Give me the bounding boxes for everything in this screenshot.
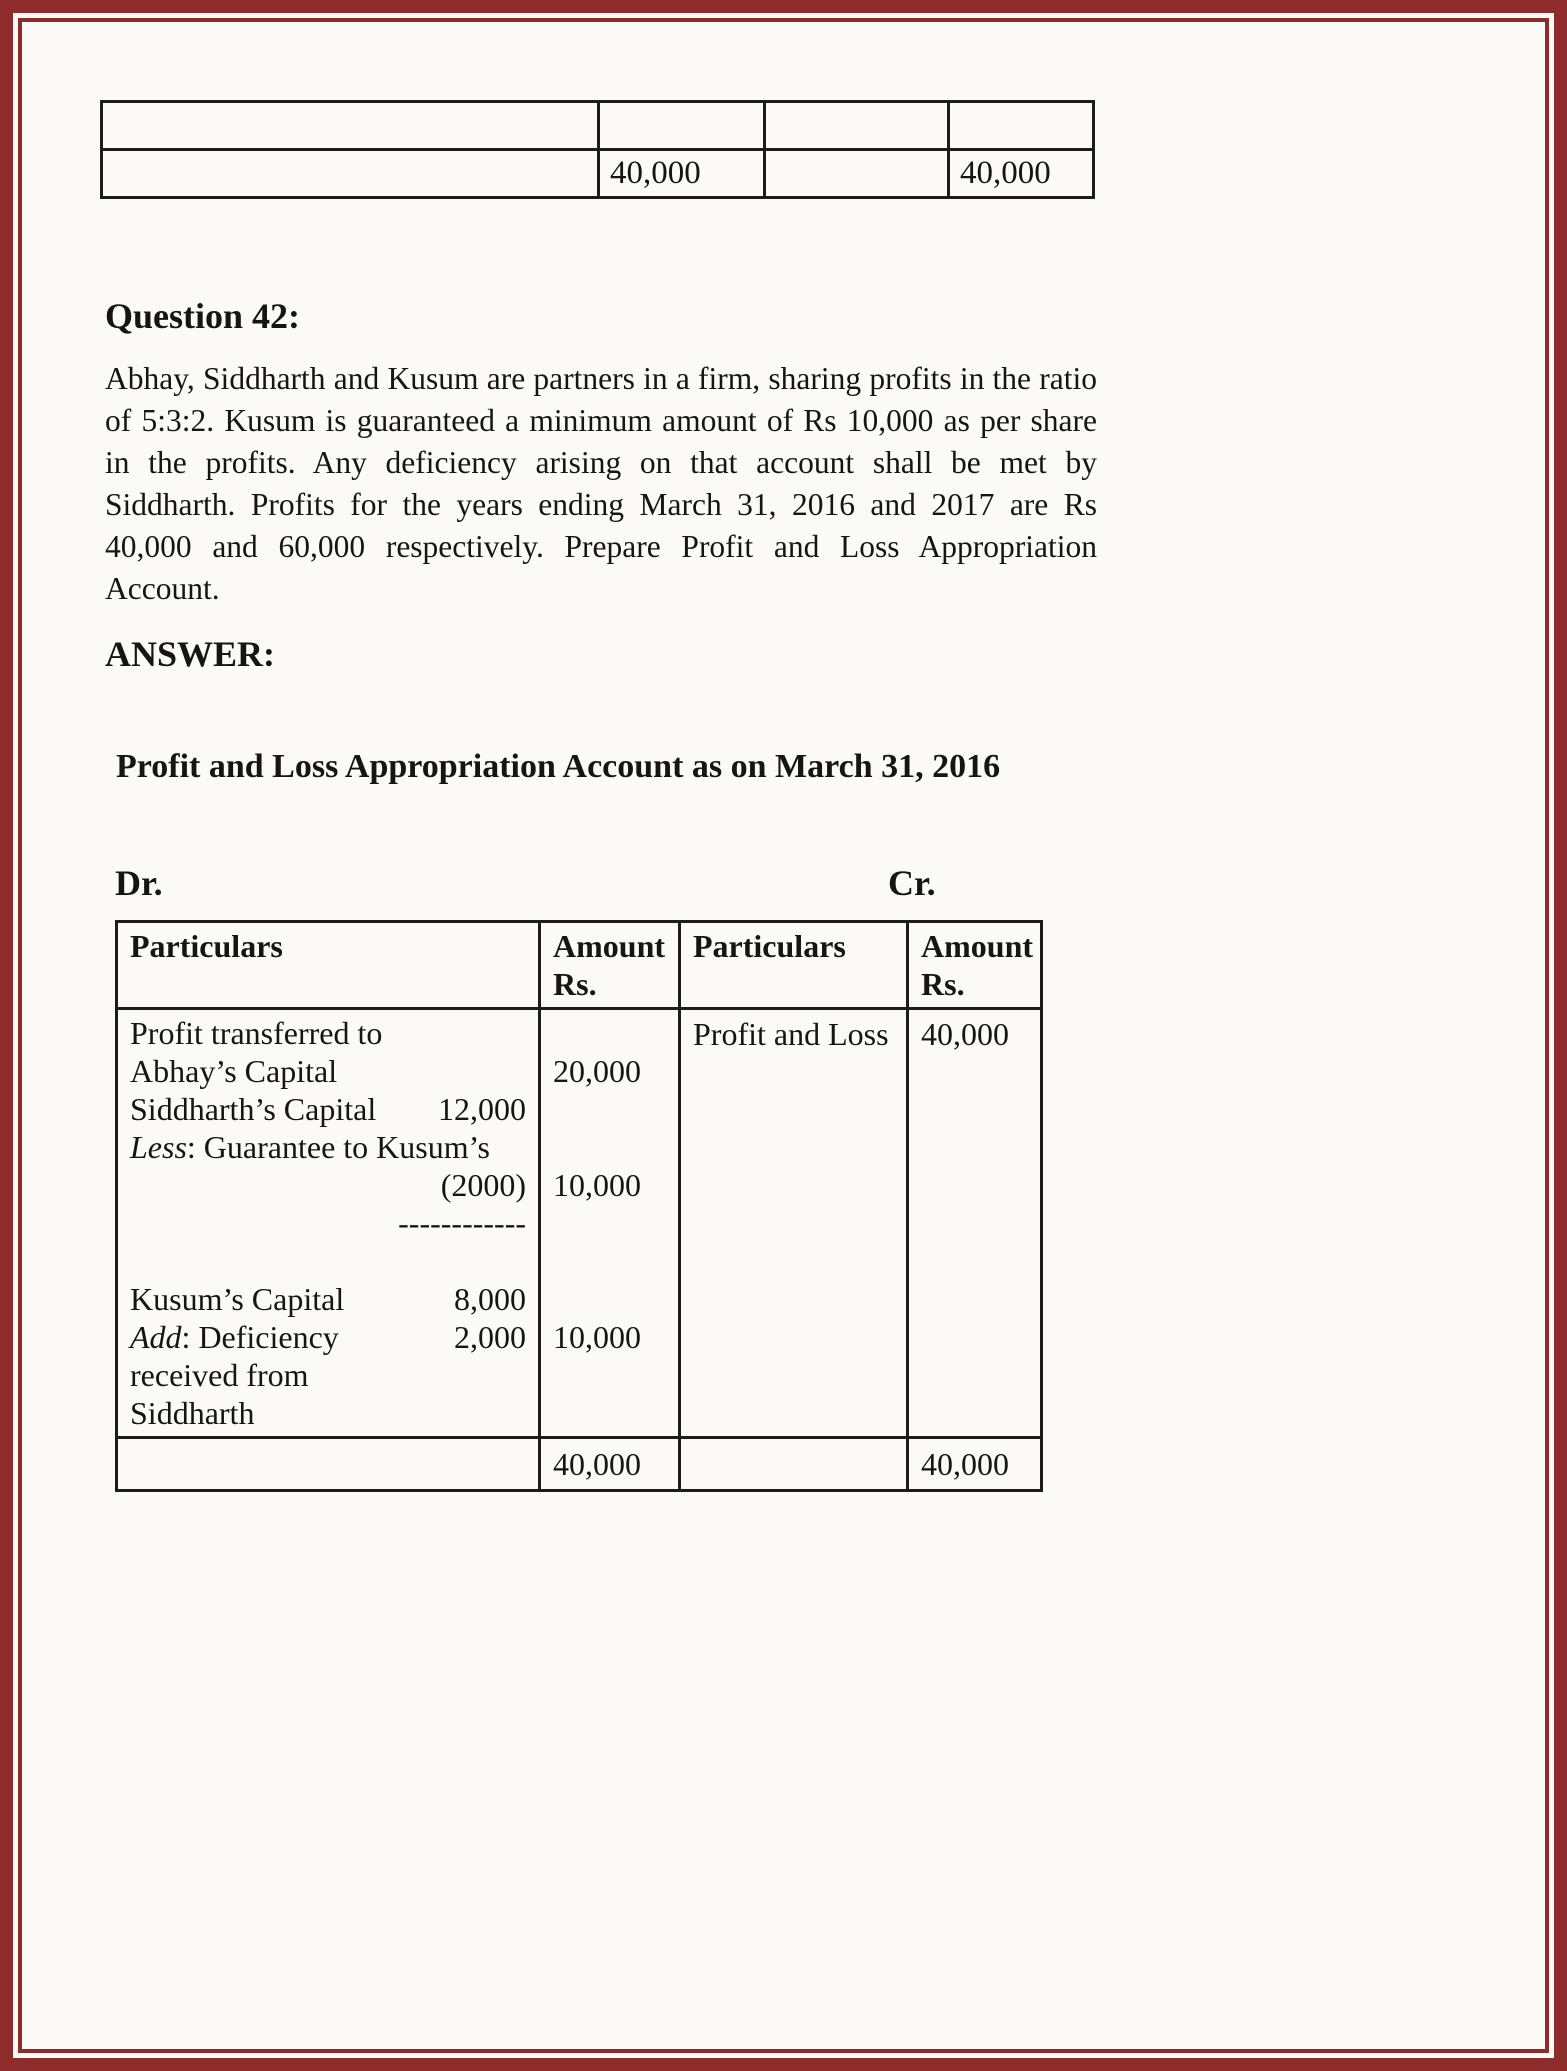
carryover-cell (949, 102, 1094, 150)
carryover-cell (102, 102, 599, 150)
dr-label: Dr. (115, 863, 163, 903)
table-total-row (117, 1438, 1042, 1491)
debit-line: Siddharth’s Capital 12,000 (130, 1091, 526, 1127)
debit-total: 40,000 (540, 1438, 680, 1491)
debit-line: Siddharth (130, 1395, 255, 1431)
debit-particulars-cell (117, 1009, 540, 1438)
carryover-cell (102, 150, 599, 198)
debit-amount (553, 1280, 666, 1318)
carryover-cell (765, 150, 949, 198)
debit-amount: 10,000 (553, 1167, 641, 1203)
account-title: Profit and Loss Appropriation Account as on March 31, 2016 (116, 748, 1001, 785)
debit-amount (553, 1090, 666, 1128)
header-amount-credit (908, 922, 1042, 1009)
header-particulars-debit: Particulars (117, 922, 540, 1009)
header-particulars-credit: Particulars (680, 922, 908, 1009)
debit-line: (2000) (440, 1167, 526, 1203)
total-blank-cell (680, 1438, 908, 1491)
header-amount-debit-line1: Amount (553, 928, 666, 964)
carryover-cell (765, 102, 949, 150)
credit-particulars-cell: Profit and Loss (680, 1009, 908, 1438)
credit-total: 40,000 (908, 1438, 1042, 1491)
pl-appropriation-table (115, 920, 1043, 1492)
carryover-table (100, 100, 1095, 199)
header-amount-debit-line2: Rs. (553, 966, 597, 1002)
debit-line: Kusum’s Capital 8,000 (130, 1281, 526, 1317)
debit-amount (553, 1394, 666, 1432)
debit-line (130, 1242, 526, 1280)
header-amount-debit (540, 922, 680, 1009)
debit-amount-cell (540, 1009, 680, 1438)
debit-amount (553, 1014, 666, 1052)
header-amount-credit-line2: Rs. (921, 966, 965, 1002)
total-blank-cell (117, 1438, 540, 1491)
answer-label: ANSWER: (105, 634, 276, 674)
debit-amount (553, 1242, 666, 1280)
header-amount-credit-line1: Amount (921, 928, 1034, 964)
table-body-row (117, 1009, 1042, 1438)
question-heading: Question 42: (105, 296, 301, 336)
table-header-row (117, 922, 1042, 1009)
debit-line: received from (130, 1357, 309, 1393)
debit-amount (553, 1356, 666, 1394)
debit-amount: 20,000 (553, 1053, 641, 1089)
question-text: Abhay, Siddharth and Kusum are partners in a firm, sharing profits in the ratio of 5:3:2. Kusum is guaranteed a minimum amount of Rs 10,000 as per share in the profits. Any deficiency arising on that account shall be met by Siddharth. Profits for the years ending March 31, 2016 and 2017 are Rs 40,000 and 60,000 respectively. Prepare Profit and Loss Appropriation Account. (105, 361, 1097, 606)
debit-line: Less : Guarantee to Kusum’s (130, 1129, 490, 1165)
debit-line: Profit transferred to (130, 1015, 383, 1051)
credit-amount-cell: 40,000 (908, 1009, 1042, 1438)
table-row (102, 102, 1094, 150)
table-row (102, 150, 1094, 198)
cr-label: Cr. (888, 863, 936, 903)
debit-amount (553, 1204, 666, 1242)
carryover-cell (599, 102, 765, 150)
debit-amount: 10,000 (553, 1319, 641, 1355)
carryover-total-credit: 40,000 (949, 150, 1094, 198)
debit-line: Add : Deficiency 2,000 (130, 1319, 526, 1355)
debit-line-dashes: ------------ (398, 1205, 526, 1241)
debit-amount (553, 1128, 666, 1166)
debit-line: Abhay’s Capital (130, 1053, 338, 1089)
carryover-total-debit: 40,000 (599, 150, 765, 198)
